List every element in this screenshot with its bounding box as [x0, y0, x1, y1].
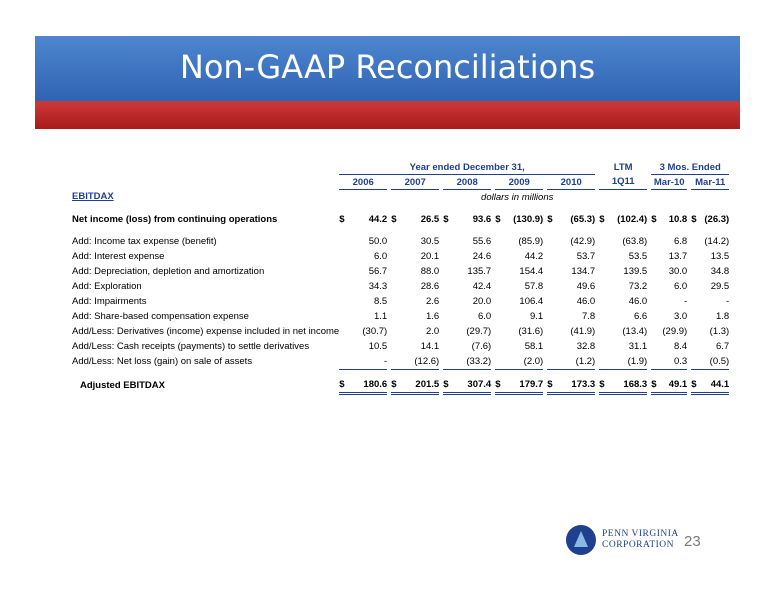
cell-value: 7.8 [581, 311, 596, 322]
cell-value: 13.7 [668, 251, 688, 262]
dollar-sign [691, 339, 701, 354]
cell-value: 55.6 [472, 236, 492, 247]
dollar-sign [339, 354, 349, 369]
logo-line1: PENN VIRGINIA [602, 529, 679, 539]
dollar-sign [391, 354, 401, 369]
dollar-sign [599, 309, 609, 324]
dollar-sign [495, 294, 505, 309]
dollar-sign [443, 249, 453, 264]
dollar-sign: $ [651, 378, 661, 394]
dollar-sign [391, 249, 401, 264]
dollar-sign [691, 234, 701, 249]
title-banner [35, 36, 740, 101]
header-group-row [72, 160, 729, 175]
table-row-net-income [72, 212, 729, 226]
cell-value: (1.2) [557, 354, 595, 369]
dollar-sign: $ [547, 213, 553, 225]
cell-value: 14.1 [420, 341, 440, 352]
dollar-sign: $ [495, 213, 501, 225]
dollar-sign [339, 339, 349, 354]
dollar-sign [339, 279, 349, 294]
dollar-sign [443, 354, 453, 369]
col-header: 2010 [547, 175, 595, 190]
dollar-sign: $ [691, 378, 701, 394]
dollar-sign [547, 264, 557, 279]
section-row [72, 190, 729, 205]
cell-value: 1.6 [425, 311, 440, 322]
dollar-sign [691, 294, 701, 309]
dollar-sign [599, 234, 609, 249]
dollar-sign: $ [495, 378, 505, 394]
dollar-sign: $ [339, 213, 345, 225]
dollar-sign: $ [443, 213, 449, 225]
cell-value: 53.7 [576, 251, 596, 262]
dollar-sign [547, 249, 557, 264]
col-header: 2009 [495, 175, 543, 190]
cell-value: (41.9) [570, 326, 596, 337]
dollar-sign [391, 339, 401, 354]
company-logo-icon [566, 525, 596, 555]
dollar-sign: $ [443, 378, 453, 394]
cell-value: 73.2 [628, 281, 648, 292]
table-row [72, 309, 729, 324]
cell-value: (31.6) [518, 326, 544, 337]
header-year-group: Year ended December 31, [339, 160, 595, 175]
cell-value: 44.2 [368, 213, 388, 225]
dollar-sign [547, 354, 557, 369]
col-header: Mar-11 [691, 175, 729, 190]
dollar-sign [443, 264, 453, 279]
dollar-sign [495, 249, 505, 264]
cell-value: (130.9) [513, 213, 544, 225]
dollar-sign [339, 324, 349, 339]
cell-value: (0.5) [701, 354, 729, 369]
cell-value: (13.4) [622, 326, 648, 337]
dollar-sign [547, 234, 557, 249]
dollar-sign [495, 279, 505, 294]
cell-value: (102.4) [617, 213, 648, 225]
dollar-sign [495, 264, 505, 279]
cell-value: (1.9) [609, 354, 647, 369]
dollar-sign: $ [339, 378, 349, 394]
cell-value: 154.4 [519, 266, 544, 277]
dollar-sign [651, 279, 661, 294]
dollar-sign [599, 324, 609, 339]
company-logo-text [602, 529, 679, 551]
cell-value: 168.3 [609, 378, 647, 394]
dollar-sign: $ [391, 213, 397, 225]
dollar-sign [691, 309, 701, 324]
dollar-sign [691, 324, 701, 339]
dollar-sign [547, 294, 557, 309]
cell-value: 6.8 [673, 236, 688, 247]
cell-value: 49.1 [661, 378, 687, 394]
dollar-sign [443, 294, 453, 309]
cell-value: 93.6 [472, 213, 492, 225]
cell-value: (29.9) [662, 326, 688, 337]
dollar-sign [691, 354, 701, 369]
header-columns-row [72, 175, 729, 190]
cell-value: (33.2) [453, 354, 491, 369]
row-label: Adjusted EBITDAX [80, 379, 165, 391]
cell-value: 8.5 [373, 296, 388, 307]
dollar-sign: $ [691, 213, 697, 225]
table-row [72, 324, 729, 339]
cell-value: 53.5 [628, 251, 648, 262]
row-label: Add: Interest expense [72, 251, 165, 262]
cell-value: (1.3) [709, 326, 730, 337]
dollar-sign [691, 264, 701, 279]
dollar-sign [391, 279, 401, 294]
cell-value: 58.1 [524, 341, 544, 352]
cell-value: 6.7 [715, 341, 730, 352]
cell-value: 20.0 [472, 296, 492, 307]
cell-value: 32.8 [576, 341, 596, 352]
dollar-sign [651, 234, 661, 249]
cell-value: (63.8) [622, 236, 648, 247]
cell-value: 307.4 [453, 378, 491, 394]
table-row [72, 234, 729, 249]
cell-value: 50.0 [368, 236, 388, 247]
dollar-sign [547, 339, 557, 354]
cell-value: 57.8 [524, 281, 544, 292]
dollar-sign [691, 249, 701, 264]
dollar-sign: $ [547, 378, 557, 394]
cell-value: (14.2) [704, 236, 730, 247]
cell-value: 135.7 [467, 266, 492, 277]
dollar-sign [339, 234, 349, 249]
header-3mos-group: 3 Mos. Ended [651, 160, 729, 175]
cell-value: 2.6 [425, 296, 440, 307]
dollar-sign [599, 294, 609, 309]
table-row [72, 339, 729, 354]
row-label: Add/Less: Cash receipts (payments) to settle derivatives [72, 341, 310, 352]
dollar-sign [495, 234, 505, 249]
col-header: 1Q11 [599, 175, 647, 190]
dollar-sign [599, 339, 609, 354]
dollar-sign [443, 309, 453, 324]
cell-value: 106.4 [519, 296, 544, 307]
cell-value: 44.1 [701, 378, 729, 394]
cell-value: 201.5 [401, 378, 439, 394]
table-row-total [72, 378, 729, 394]
dollar-sign [339, 264, 349, 279]
dollar-sign [443, 339, 453, 354]
cell-value: 2.0 [425, 326, 440, 337]
dollar-sign [599, 249, 609, 264]
cell-value: 179.7 [505, 378, 543, 394]
row-label: Add/Less: Net loss (gain) on sale of assets [72, 356, 253, 367]
col-header: 2008 [443, 175, 491, 190]
cell-value: 13.5 [710, 251, 730, 262]
header-ltm: LTM [613, 161, 633, 173]
logo-line2: CORPORATION [602, 540, 675, 550]
dollar-sign [651, 339, 661, 354]
table-row [72, 279, 729, 294]
cell-value: 31.1 [628, 341, 648, 352]
cell-value: 29.5 [710, 281, 730, 292]
dollar-sign [495, 324, 505, 339]
cell-value: (2.0) [505, 354, 543, 369]
row-label: Net income (loss) from continuing operations [72, 213, 278, 225]
cell-value: (85.9) [518, 236, 544, 247]
cell-value: - [349, 354, 387, 369]
table-row [72, 354, 729, 369]
cell-value: 6.6 [633, 311, 648, 322]
dollar-sign [599, 354, 609, 369]
dollar-sign [651, 324, 661, 339]
cell-value: 0.3 [661, 354, 687, 369]
dollar-sign [547, 279, 557, 294]
cell-value: 30.5 [420, 236, 440, 247]
dollar-sign [495, 309, 505, 324]
cell-value: - [684, 296, 688, 307]
cell-value: 9.1 [529, 311, 544, 322]
cell-value: 6.0 [373, 251, 388, 262]
row-label: Add: Income tax expense (benefit) [72, 236, 217, 247]
dollar-sign [443, 324, 453, 339]
cell-value: (26.3) [704, 213, 730, 225]
cell-value: (7.6) [471, 341, 492, 352]
row-label: Add: Exploration [72, 281, 142, 292]
cell-value: 56.7 [368, 266, 388, 277]
dollar-sign [339, 249, 349, 264]
dollar-sign [339, 294, 349, 309]
dollar-sign [651, 264, 661, 279]
cell-value: (42.9) [570, 236, 596, 247]
cell-value: - [726, 296, 730, 307]
dollar-sign [495, 354, 505, 369]
cell-value: 88.0 [420, 266, 440, 277]
dollar-sign [547, 324, 557, 339]
dollar-sign [495, 339, 505, 354]
cell-value: 134.7 [571, 266, 596, 277]
dollar-sign [691, 279, 701, 294]
dollar-sign [651, 309, 661, 324]
dollar-sign [443, 279, 453, 294]
row-label: Add/Less: Derivatives (income) expense included in net income [72, 326, 340, 337]
dollar-sign: $ [391, 378, 401, 394]
dollar-sign [443, 234, 453, 249]
dollar-sign [391, 264, 401, 279]
cell-value: 173.3 [557, 378, 595, 394]
cell-value: 46.0 [576, 296, 596, 307]
cell-value: 180.6 [349, 378, 387, 394]
dollar-sign [651, 294, 661, 309]
cell-value: 1.8 [715, 311, 730, 322]
dollar-sign: $ [651, 213, 657, 225]
cell-value: (65.3) [570, 213, 596, 225]
cell-value: 1.1 [373, 311, 388, 322]
cell-value: (29.7) [466, 326, 492, 337]
cell-value: 26.5 [420, 213, 440, 225]
cell-value: 6.0 [673, 281, 688, 292]
cell-value: 28.6 [420, 281, 440, 292]
page-number: 23 [684, 533, 701, 550]
cell-value: 8.4 [673, 341, 688, 352]
dollar-sign [599, 264, 609, 279]
dollar-sign [391, 324, 401, 339]
cell-value: 49.6 [576, 281, 596, 292]
dollar-sign [599, 279, 609, 294]
dollar-sign [391, 294, 401, 309]
cell-value: 34.3 [368, 281, 388, 292]
cell-value: 20.1 [420, 251, 440, 262]
row-label: Add: Share-based compensation expense [72, 311, 249, 322]
cell-value: 3.0 [673, 311, 688, 322]
section-label: EBITDAX [72, 191, 114, 203]
table-row [72, 249, 729, 264]
dollar-sign: $ [599, 378, 609, 394]
row-label: Add: Impairments [72, 296, 147, 307]
cell-value: 42.4 [472, 281, 492, 292]
col-header: Mar-10 [651, 175, 687, 190]
cell-value: (12.6) [401, 354, 439, 369]
cell-value: 30.0 [668, 266, 688, 277]
ebitdax-table [72, 160, 729, 395]
dollar-sign [339, 309, 349, 324]
dollar-sign [391, 309, 401, 324]
row-label: Add: Depreciation, depletion and amortization [72, 266, 265, 277]
dollar-sign [547, 309, 557, 324]
dollar-sign [651, 249, 661, 264]
col-header: 2006 [339, 175, 387, 190]
dollar-sign [651, 354, 661, 369]
cell-value: 46.0 [628, 296, 648, 307]
cell-value: 139.5 [623, 266, 648, 277]
table-row [72, 294, 729, 309]
cell-value: 34.8 [710, 266, 730, 277]
title-banner-accent [35, 101, 740, 129]
dollar-sign: $ [599, 213, 605, 225]
cell-value: 6.0 [477, 311, 492, 322]
cell-value: 10.8 [668, 213, 688, 225]
cell-value: 44.2 [524, 251, 544, 262]
units-label: dollars in millions [481, 191, 554, 203]
cell-value: 24.6 [472, 251, 492, 262]
table-row [72, 264, 729, 279]
slide-title: Non-GAAP Reconciliations [179, 48, 596, 86]
col-header: 2007 [391, 175, 439, 190]
cell-value: 10.5 [368, 341, 388, 352]
cell-value: (30.7) [362, 326, 388, 337]
dollar-sign [391, 234, 401, 249]
